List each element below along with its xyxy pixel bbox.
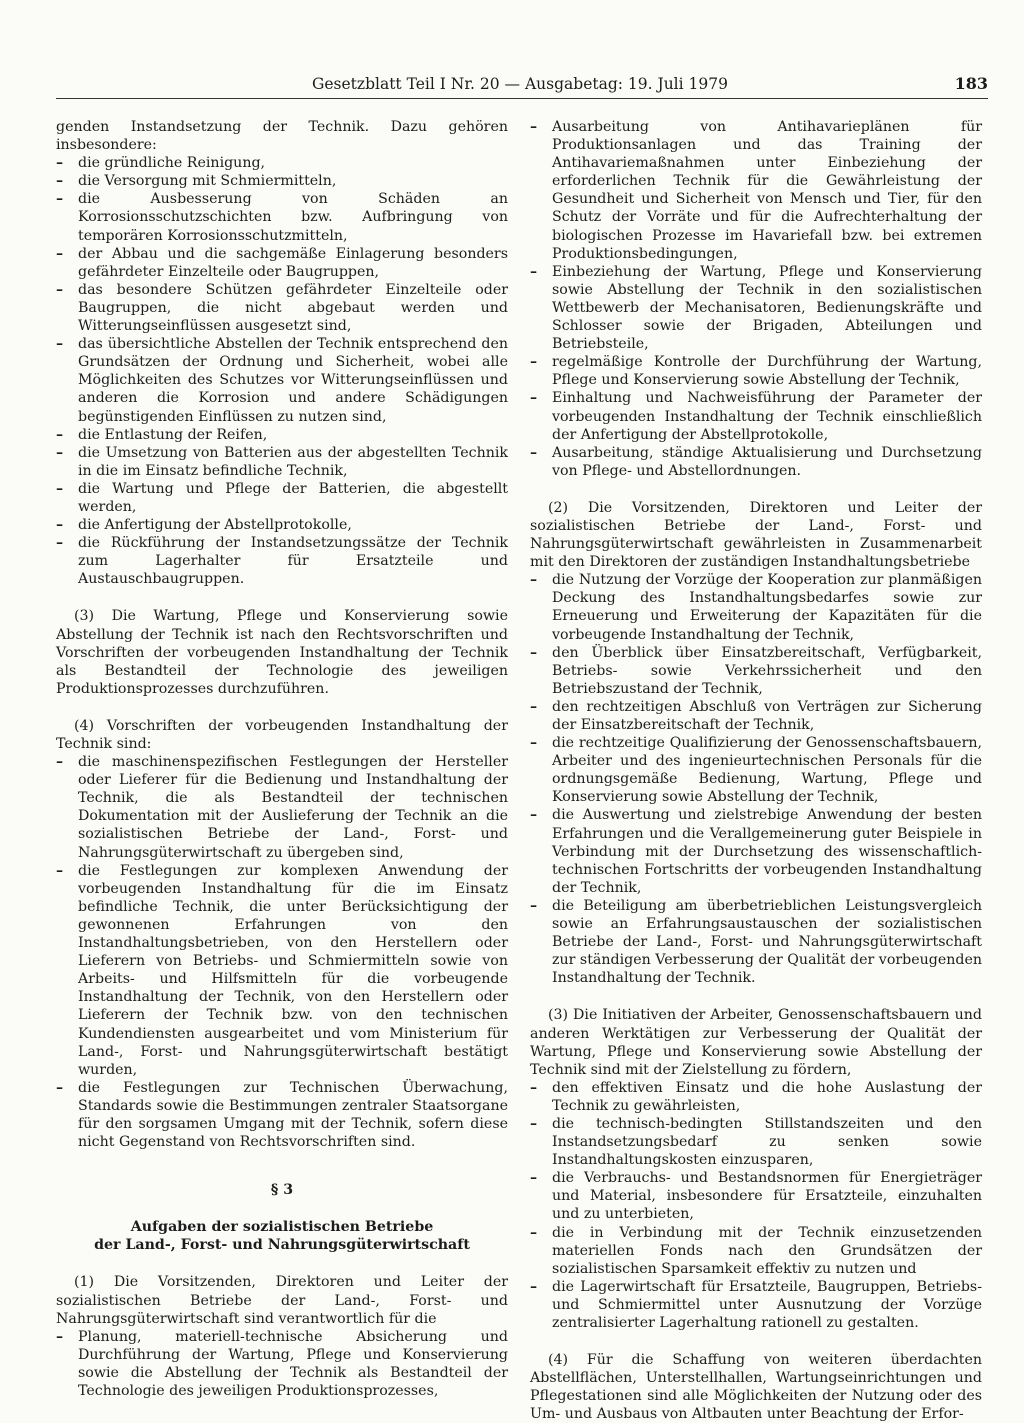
running-title: Gesetzblatt Teil I Nr. 20 — Ausgabetag: 19. Juli 1979 xyxy=(312,75,728,93)
list-item: – die Verbrauchs- und Bestandsnormen für Energieträger und Material, insbesondere für Ersatzteile, einzuhalten und zu unterbieten, xyxy=(530,1169,982,1223)
page-number: 183 xyxy=(954,74,988,93)
list-item: – die Auswertung und zielstrebige Anwendung der besten Erfahrungen und die Verallgemeinerung guter Beispiele in Verbindung mit der Durchsetzung des wissenschaftlich-technischen Fortschritts der vorbeugenden Instandhaltung der Technik, xyxy=(530,806,982,896)
paragraph: (4) Für die Schaffung von weiteren überdachten Abstellflächen, Unterstellhallen, Wartungseinrichtungen und Pflegestationen sind alle Möglichkeiten der Nutzung oder des Um- und Ausbaus von Altbauten unter Beachtung der Erfor- xyxy=(530,1352,982,1423)
list-item: – die Entlastung der Reifen, xyxy=(56,426,508,444)
list-item: – die in Verbindung mit der Technik einzusetzenden materiellen Fonds nach den Grundsätzen der sozialistischen Sparsamkeit effektiv zu nutzen und xyxy=(530,1224,982,1278)
list-item: – die Lagerwirtschaft für Ersatzteile, Baugruppen, Betriebs- und Schmiermittel unter Ausnutzung der Vorzüge zentralisierter Lagerhaltung rationell zu gestalten. xyxy=(530,1278,982,1332)
list-item: – die Ausbesserung von Schäden an Korrosionsschutzschichten bzw. Aufbringung von temporären Korrosionsschutzmitteln, xyxy=(56,190,508,244)
bullet-list xyxy=(56,154,508,588)
paragraph: (1) Die Vorsitzenden, Direktoren und Leiter der sozialistischen Betriebe der Land-, Forst- und Nahrungsgüterwirtschaft sind verantwortlich für die xyxy=(56,1274,508,1327)
list-item: – die Beteiligung am überbetrieblichen Leistungsvergleich sowie an Erfahrungsaustauschen der sozialistischen Betriebe der Land-, Forst- und Nahrungsgüterwirtschaft zur ständigen Verbesserung der Qualität der vorbeugenden Instandhaltung der Technik. xyxy=(530,897,982,987)
list-item: – die Anfertigung der Abstellprotokolle, xyxy=(56,516,508,534)
paragraph: genden Instandsetzung der Technik. Dazu gehören insbesondere: xyxy=(56,119,508,154)
bullet-list xyxy=(56,1328,508,1400)
list-item: – der Abbau und die sachgemäße Einlagerung besonders gefährdeter Einzelteile oder Baugruppen, xyxy=(56,245,508,281)
list-item: – das besondere Schützen gefährdeter Einzelteile oder Baugruppen, die nicht abgebaut werden und Witterungseinflüssen ausgesetzt sind, xyxy=(56,281,508,335)
paragraph: (3) Die Wartung, Pflege und Konservierung sowie Abstellung der Technik ist nach den Rechtsvorschriften und Vorschriften der vorbeugenden Instandhaltung der Technik als Bestandteil der Technologie des jeweiligen Produktionsprozesses durchzuführen. xyxy=(56,608,508,697)
bullet-list xyxy=(530,571,982,987)
paragraph: (2) Die Vorsitzenden, Direktoren und Leiter der sozialistischen Betriebe der Land-, Forst- und Nahrungsgüterwirtschaft gewährleisten in Zusammenarbeit mit den Direktoren der zuständigen Instandhaltungsbetriebe xyxy=(530,499,982,571)
list-item: – die maschinenspezifischen Festlegungen der Hersteller oder Lieferer für die Bedienung und Instandhaltung der Technik, die als Bestandteil der technischen Dokumentation mit der Auslieferung der Technik an die sozialistischen Betriebe der Land-, Forst- und Nahrungsgüterwirtschaft zu übergeben sind, xyxy=(56,753,508,862)
header-rule xyxy=(56,98,988,99)
section-number: § 3 xyxy=(270,1182,294,1199)
list-item: – die Rückführung der Instandsetzungssätze der Technik zum Lagerhalter für Ersatzteile und Austauschbaugruppen. xyxy=(56,534,508,588)
list-item: – den Überblick über Einsatzbereitschaft, Verfügbarkeit, Betriebs- sowie Verkehrssicherheit und den Betriebszustand der Technik, xyxy=(530,644,982,698)
section-title: der Land-, Forst- und Nahrungsgüterwirtschaft xyxy=(94,1237,470,1254)
bullet-list xyxy=(56,753,508,1151)
list-item: – Einhaltung und Nachweisführung der Parameter der vorbeugenden Instandhaltung der Technik einschließlich der Anfertigung der Abstellprotokolle, xyxy=(530,389,982,443)
section-title: Aufgaben der sozialistischen Betriebe xyxy=(130,1219,434,1236)
list-item: – die Nutzung der Vorzüge der Kooperation zur planmäßigen Deckung des Instandhaltungsbedarfes sowie zur Erneuerung und Erweiterung der Kapazitäten für die vorbeugende Instandhaltung der Technik, xyxy=(530,571,982,643)
list-item: – Ausarbeitung, ständige Aktualisierung und Durchsetzung von Pflege- und Abstellordnungen. xyxy=(530,444,982,480)
list-item: – den rechtzeitigen Abschluß von Verträgen zur Sicherung der Einsatzbereitschaft der Technik, xyxy=(530,698,982,734)
list-item: – die Umsetzung von Batterien aus der abgestellten Technik in die im Einsatz befindliche Technik, xyxy=(56,444,508,480)
list-item: – die rechtzeitige Qualifizierung der Genossenschaftsbauern, Arbeiter und des ingenieurtechnischen Personals für die ordnungsgemäße Bedienung, Wartung, Pflege und Konservierung sowie Abstellung der Technik, xyxy=(530,734,982,806)
list-item: – Einbeziehung der Wartung, Pflege und Konservierung sowie Abstellung der Technik in den sozialistischen Wettbewerb der Mechanisatoren, Bedienungskräfte und Schlosser sowie der Brigaden, Abteilungen und Betriebsteile, xyxy=(530,263,982,353)
list-item: – den effektiven Einsatz und die hohe Auslastung der Technik zu gewährleisten, xyxy=(530,1079,982,1115)
list-item: – die Festlegungen zur Technischen Überwachung, Standards sowie die Bestimmungen zentraler Staatsorgane für den sorgsamen Umgang mit der Technik, sofern diese nicht Gegenstand von Rechtsvorschriften sind. xyxy=(56,1079,508,1151)
list-item: – die gründliche Reinigung, xyxy=(56,154,508,172)
list-item: – regelmäßige Kontrolle der Durchführung der Wartung, Pflege und Konservierung sowie Abstellung der Technik, xyxy=(530,353,982,389)
left-column xyxy=(56,118,508,1400)
paragraph: (3) Die Initiativen der Arbeiter, Genossenschaftsbauern und anderen Werktätigen zur Verbesserung der Qualität der Wartung, Pflege und Konservierung sowie Abstellung der Technik sind mit der Zielstellung zu fördern, xyxy=(530,1007,982,1078)
list-item: – die Festlegungen zur komplexen Anwendung der vorbeugenden Instandhaltung für die im Einsatz befindliche Technik, die unter Berücksichtigung der gewonnenen Erfahrungen von den Instandhaltungsbetrieben, von den Herstellern oder Lieferern von Betriebs- und Schmiermitteln sowie von Arbeits- und Hilfsmitteln für die vorbeugende Instandhaltung der Technik, von den Herstellern oder Lieferern der Technik bzw. von den technischen Kundendiensten ausgearbeitet und vom Ministerium für Land-, Forst- und Nahrungsgüterwirtschaft bestätigt wurden, xyxy=(56,862,508,1079)
list-item: – die Versorgung mit Schmiermitteln, xyxy=(56,172,508,190)
bullet-list xyxy=(530,118,982,480)
bullet-list xyxy=(530,1079,982,1332)
list-item: – die Wartung und Pflege der Batterien, die abgestellt werden, xyxy=(56,480,508,516)
page-header xyxy=(312,74,990,94)
right-column xyxy=(530,118,982,1423)
list-item: – das übersichtliche Abstellen der Technik entsprechend den Grundsätzen der Ordnung und Sicherheit, wobei alle Möglichkeiten des Schutzes vor Witterungseinflüssen und anderen die Korrosion und andere Schädigungen begünstigenden Einflüssen zu nutzen sind, xyxy=(56,335,508,425)
paragraph: (4) Vorschriften der vorbeugenden Instandhaltung der Technik sind: xyxy=(56,717,508,752)
list-item: – die technisch-bedingten Stillstandszeiten und den Instandsetzungsbedarf zu senken sowie Instandhaltungskosten einzusparen, xyxy=(530,1115,982,1169)
list-item: – Planung, materiell-technische Absicherung und Durchführung der Wartung, Pflege und Konservierung sowie die Abstellung der Technik als Bestandteil der Technologie des jeweiligen Produktionsprozesses, xyxy=(56,1328,508,1400)
list-item: – Ausarbeitung von Antihavarieplänen für Produktionsanlagen und das Training der Antihavariemaßnahmen unter Einbeziehung der erforderlichen Technik für die Gewährleistung der Gesundheit und Sicherheit von Mensch und Tier, für den Schutz der Vorräte und für die Aufrechterhaltung der biologischen Prozesse im Havariefall bzw. bei extremen Produktionsbedingungen, xyxy=(530,118,982,263)
